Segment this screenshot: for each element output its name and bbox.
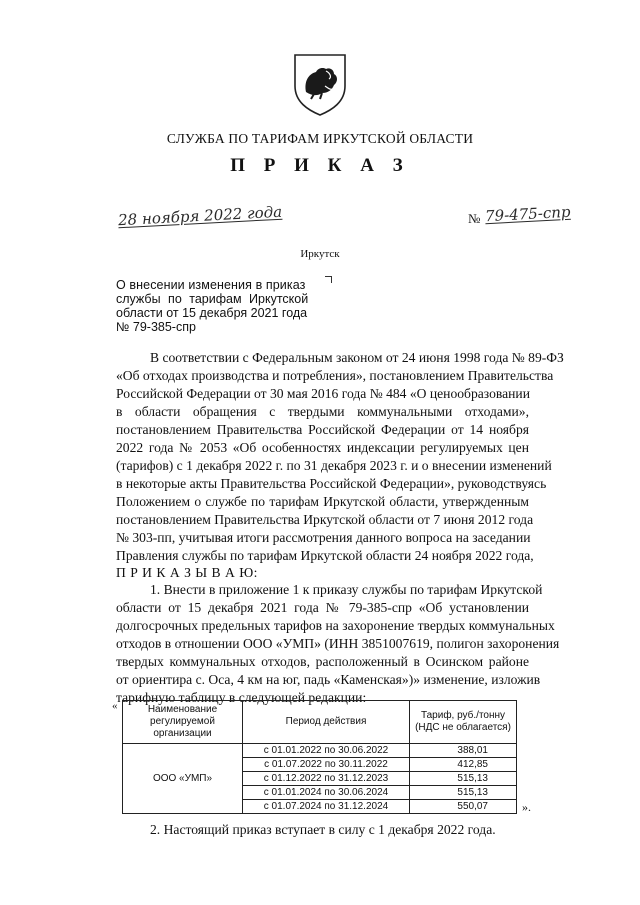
point1-line: области от 15 декабря 2021 года № 79-385-спр «Об установлении (116, 600, 529, 615)
subject-line: О внесении изменения в приказ (116, 278, 306, 292)
subject-block (116, 278, 336, 334)
subject-line: № 79-385-спр (116, 320, 196, 334)
preamble-line: Российской Федерации от 30 мая 2016 года № 484 «О ценообразовании (116, 386, 530, 401)
period-cell: с 01.12.2022 по 31.12.2023 (243, 772, 410, 786)
tariff-table (122, 700, 517, 814)
point2-text: 2. Настоящий приказ вступает в силу с 1 декабря 2022 года. (150, 822, 496, 837)
preamble-line: в области обращения с твердыми коммунальными отходами», (116, 404, 529, 419)
preamble-line: «Об отходах производства и потребления», постановлением Правительства (116, 368, 554, 383)
handwritten-order-number: 79-475-спр (484, 202, 571, 226)
preamble-line: В соответствии с Федеральным законом от 24 июня 1998 года № 89-ФЗ (150, 350, 564, 365)
preamble-line: Правления службы по тарифам Иркутской области 24 ноября 2022 года, (116, 548, 534, 563)
table-close-quote: ». (522, 800, 531, 814)
number-label: № (468, 211, 481, 226)
point1-line: 1. Внести в приложение 1 к приказу службы по тарифам Иркутской (150, 582, 543, 597)
tariff-cell: 388,01 (410, 744, 517, 758)
preamble-line: в некоторые акты Правительства Российской Федерации», руководствуясь (116, 476, 547, 491)
preamble-line: Положением о службе по тарифам Иркутской области, утвержденным (116, 494, 529, 509)
preamble-line: постановлением Правительства Иркутской области от 7 июня 2012 года (116, 512, 534, 527)
tariff-table-wrapper (122, 700, 517, 814)
point1-line: тарифную таблицу в следующей редакции: (116, 690, 367, 705)
point1-line: долгосрочных предельных тарифов на захоронение твердых коммунальных (116, 618, 555, 633)
subject-line: области от 15 декабря 2021 года (116, 306, 308, 320)
organization-cell: ООО «УМП» (123, 744, 243, 814)
document-title: П Р И К А З (230, 155, 410, 176)
agency-name: СЛУЖБА ПО ТАРИФАМ ИРКУТСКОЙ ОБЛАСТИ (166, 131, 474, 146)
period-cell: с 01.01.2024 по 30.06.2024 (243, 786, 410, 800)
header-tariff: Тариф, руб./тонну (НДС не облагается) (410, 701, 517, 744)
handwritten-date: 28 ноября 2022 года (117, 202, 283, 230)
tariff-cell: 550,07 (410, 800, 517, 814)
table-row (123, 744, 517, 758)
tariff-cell: 412,85 (410, 758, 517, 772)
coat-of-arms-emblem (292, 52, 348, 118)
period-cell: с 01.01.2022 по 30.06.2022 (243, 744, 410, 758)
period-cell: с 01.07.2024 по 31.12.2024 (243, 800, 410, 814)
preamble-line: (тарифов) с 1 декабря 2022 г. по 31 декабря 2023 г. и о внесении изменений (116, 458, 552, 473)
subject-line: службы по тарифам Иркутской (116, 292, 309, 306)
preamble-line: постановлением Правительства Российской Федерации от 14 ноября (116, 422, 529, 437)
header-organization: Наименование регулируемой организации (123, 701, 243, 744)
city-name: Иркутск (300, 248, 340, 260)
point1-line: твердых коммунальных отходов, расположенный в Осинском районе (116, 654, 529, 669)
point1-line: от ориентира с. Оса, 4 км на юг, падь «Каменская»)» изменение, изложив (116, 672, 541, 687)
table-header-row (123, 701, 517, 744)
order-word: П Р И К А З Ы В А Ю: (116, 565, 258, 580)
tariff-cell: 515,13 (410, 786, 517, 800)
table-open-quote: « (112, 700, 118, 712)
header-period: Период действия (243, 701, 410, 744)
preamble-line: № 303-пп, учитывая итоги рассмотрения данного вопроса на заседании (116, 530, 531, 545)
tariff-cell: 515,13 (410, 772, 517, 786)
preamble-line: 2022 года № 2053 «Об особенностях индексации регулируемых цен (116, 440, 529, 455)
point1-line: отходов в отношении ООО «УМП» (ИНН 3851007619, полигон захоронения (116, 636, 560, 651)
period-cell: с 01.07.2022 по 30.11.2022 (243, 758, 410, 772)
